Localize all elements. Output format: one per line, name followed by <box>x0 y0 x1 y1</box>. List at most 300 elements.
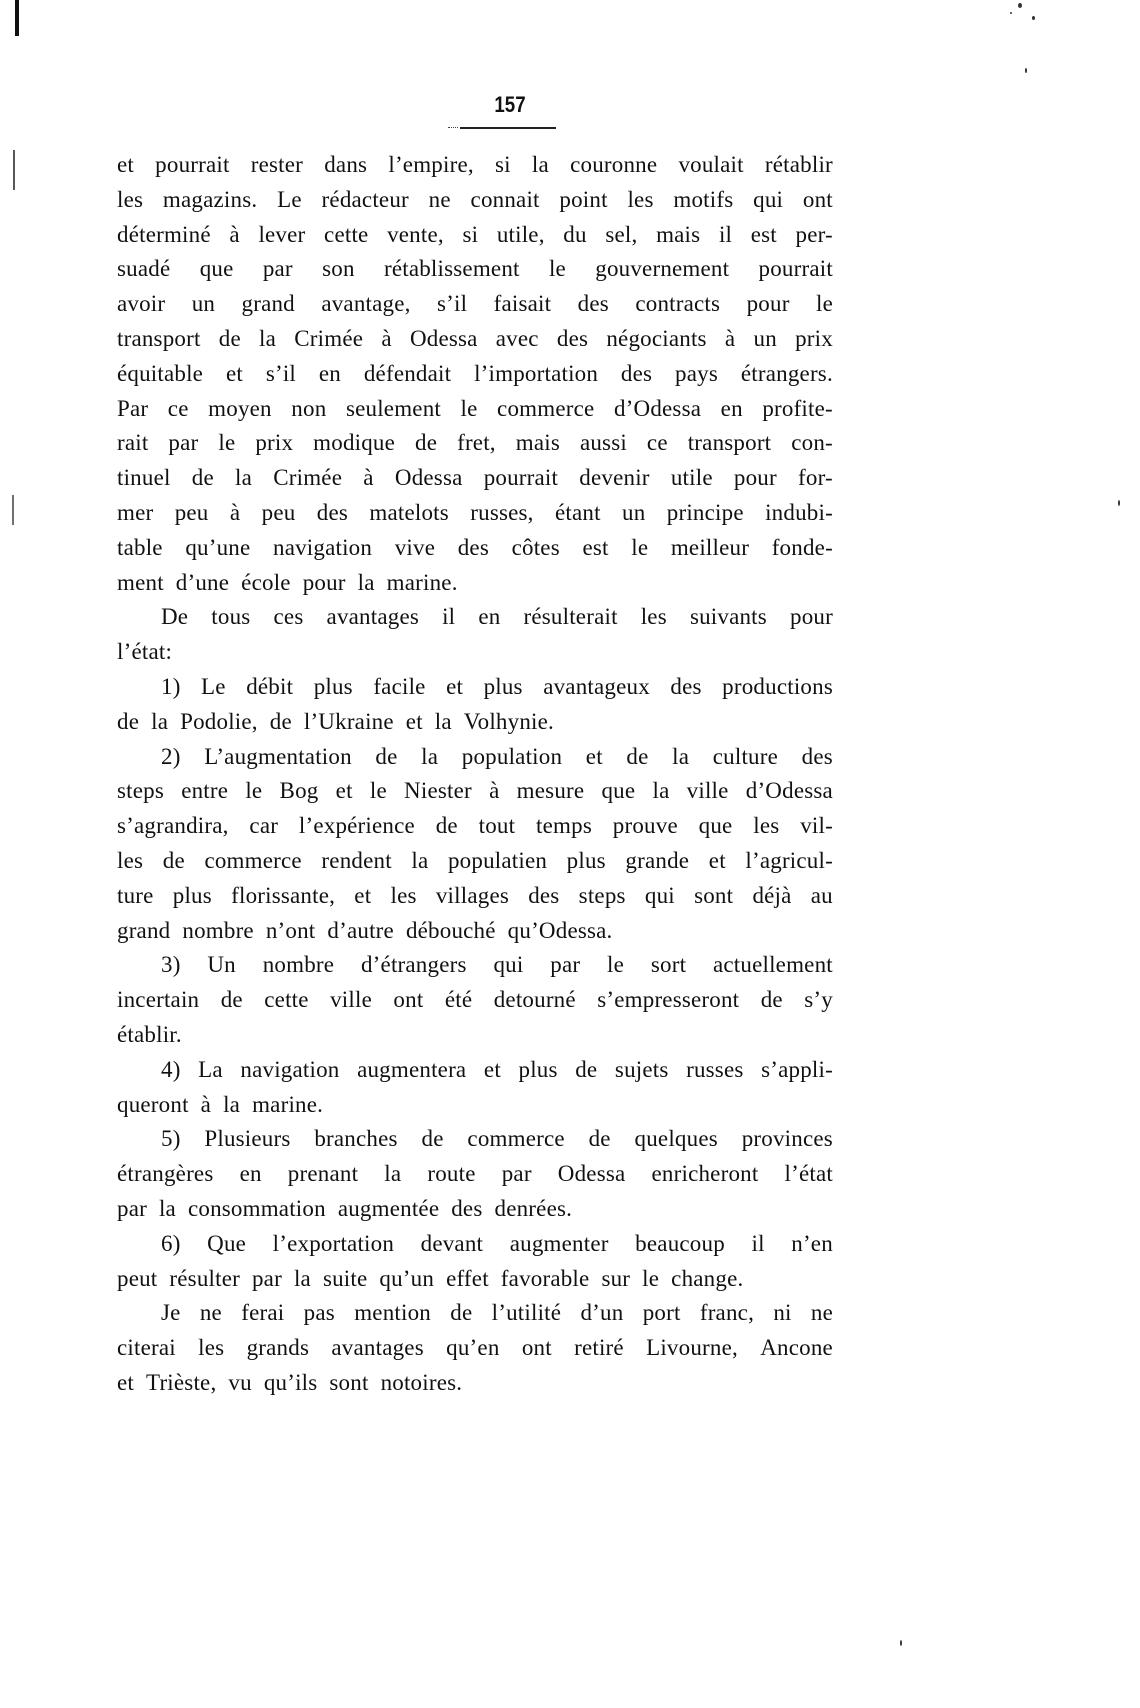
word: population <box>461 743 563 769</box>
word: qui <box>753 186 784 212</box>
word: sur <box>601 1265 631 1291</box>
word: un <box>753 325 777 351</box>
word: ont <box>802 186 833 212</box>
scan-speck <box>1010 12 1012 14</box>
word: con- <box>791 430 833 456</box>
page-number: 157 <box>494 92 526 117</box>
word: que <box>698 813 733 839</box>
word: des <box>620 360 653 386</box>
word: de <box>760 987 783 1013</box>
word: favorable <box>500 1265 590 1291</box>
word: Ancone <box>760 1335 833 1361</box>
word: point <box>559 186 608 212</box>
word: s’il <box>437 291 468 317</box>
word: grand <box>241 291 295 317</box>
word: augmentée <box>337 1195 440 1221</box>
word: par <box>168 430 199 456</box>
word: étant <box>554 499 601 525</box>
word: ce <box>646 430 668 456</box>
text-line <box>117 844 833 879</box>
word: s’empresseront <box>597 987 740 1013</box>
word: défendait <box>363 360 452 386</box>
word: Je <box>161 1300 181 1326</box>
scan-speck <box>1032 16 1035 20</box>
word: il <box>718 221 733 247</box>
word: les <box>753 813 780 839</box>
word: ne <box>428 186 451 212</box>
word: indubi- <box>765 499 833 525</box>
word: à <box>724 325 736 351</box>
scan-edge-mark-top <box>15 0 19 36</box>
word: sort <box>650 952 687 978</box>
word: aussi <box>579 430 627 456</box>
word: 1) <box>161 673 181 699</box>
word: branches <box>314 1126 398 1152</box>
word: les <box>627 186 654 212</box>
word: change. <box>671 1265 744 1291</box>
word: fret, <box>457 430 496 456</box>
text-line <box>117 566 833 601</box>
word: beaucoup <box>635 1230 725 1256</box>
word: et <box>335 778 353 804</box>
word: et <box>405 708 423 734</box>
word: Bog <box>279 778 319 804</box>
word: la <box>223 1091 241 1117</box>
word: mesure <box>516 778 585 804</box>
word: rester <box>250 152 304 177</box>
text-line <box>117 218 833 253</box>
word: établir. <box>117 1021 182 1047</box>
word: avoir <box>117 291 166 317</box>
word: des <box>670 673 702 699</box>
word: pour <box>746 291 790 317</box>
word: route <box>427 1161 476 1187</box>
word: ni <box>773 1300 792 1326</box>
text-line <box>117 148 833 183</box>
word: s’agrandira, <box>117 813 229 839</box>
word: l’état <box>784 1161 833 1187</box>
word: école <box>241 569 291 595</box>
word: denrées. <box>494 1195 573 1221</box>
word: cette <box>264 987 309 1013</box>
scan-speck <box>1118 500 1120 506</box>
word: les <box>390 882 417 908</box>
word: de <box>435 813 458 839</box>
word: transport <box>687 430 772 456</box>
word: devenir <box>579 465 650 491</box>
text-line <box>117 1053 833 1088</box>
word: à <box>229 221 240 247</box>
word: ne <box>199 1300 222 1326</box>
word: si <box>495 152 511 177</box>
word: la <box>293 1265 311 1291</box>
text-line <box>117 774 833 809</box>
word: De <box>161 604 189 630</box>
word: enricheront <box>651 1161 759 1187</box>
word: le <box>631 534 649 560</box>
text-line <box>117 357 833 392</box>
word: le <box>369 778 387 804</box>
word: magazins. <box>162 186 258 212</box>
word: que <box>199 256 234 282</box>
text-line <box>117 426 833 461</box>
word: suadé <box>117 256 171 282</box>
word: et <box>446 673 464 699</box>
word: qu’une <box>185 534 251 560</box>
word: le <box>642 1265 660 1291</box>
word: moyen <box>208 395 272 421</box>
word: ture <box>117 882 154 908</box>
word: Crimée <box>273 465 343 491</box>
text-line <box>117 1227 833 1262</box>
word: plus <box>172 882 212 908</box>
word: rétablissement <box>383 256 520 282</box>
word: peu <box>174 499 209 525</box>
word: par <box>501 1161 532 1187</box>
word: quelques <box>634 1126 718 1152</box>
word: mention <box>354 1300 431 1326</box>
word: augmenter <box>509 1230 609 1256</box>
scan-edge-mark-left <box>13 150 15 190</box>
word: des <box>556 325 589 351</box>
word: avantageux <box>543 673 650 699</box>
word: des <box>528 882 560 908</box>
word: étrangères <box>117 1161 214 1187</box>
word: provinces <box>741 1126 833 1152</box>
word: Le <box>201 673 226 699</box>
word: Podolie, <box>180 708 258 734</box>
word: meilleur <box>670 534 750 560</box>
word: russes <box>686 1056 744 1082</box>
word: qui <box>644 882 675 908</box>
word: mais <box>656 221 701 247</box>
word: ce <box>167 395 189 421</box>
word: commerce <box>467 1126 565 1152</box>
word: dans <box>324 152 368 177</box>
word: résulterait <box>523 604 618 630</box>
word: Trièste, <box>146 1369 217 1395</box>
word: voulait <box>678 152 744 177</box>
word: pas <box>303 1300 335 1326</box>
word: qu’ils <box>263 1369 318 1395</box>
word: la <box>421 743 439 769</box>
word: navigation <box>273 534 373 560</box>
word: cette <box>324 221 369 247</box>
word: Odessa <box>557 1161 626 1187</box>
word: été <box>444 987 473 1013</box>
word: productions <box>722 673 833 699</box>
word: prix <box>255 430 294 456</box>
word: la <box>158 1195 176 1221</box>
word: s’y <box>804 987 833 1013</box>
word: qu’un <box>379 1265 435 1291</box>
word: Volhynie. <box>463 708 554 734</box>
word: ferai <box>241 1300 285 1326</box>
word: port <box>642 1300 681 1326</box>
word: mer <box>117 499 154 525</box>
word: ville <box>686 778 729 804</box>
word: en <box>239 1161 262 1187</box>
word: du <box>563 221 587 247</box>
word: et <box>225 360 243 386</box>
word: les <box>198 1335 225 1361</box>
word: plus <box>313 673 353 699</box>
text-line <box>117 1296 833 1331</box>
word: ont <box>521 1335 552 1361</box>
word: temps <box>536 813 592 839</box>
word: son <box>322 256 355 282</box>
word: L’augmentation <box>204 743 352 769</box>
word: par <box>251 1265 282 1291</box>
word: Odessa <box>409 325 478 351</box>
word: prouve <box>612 813 678 839</box>
word: le <box>460 395 478 421</box>
word: s’il <box>265 360 297 386</box>
word: de <box>162 847 185 873</box>
word: suivants <box>689 604 767 630</box>
word: vu <box>228 1369 252 1395</box>
text-line <box>117 600 833 635</box>
word: couronne <box>570 152 658 177</box>
word: sont <box>329 1369 369 1395</box>
word: rédacteur <box>321 186 409 212</box>
word: l’utilité <box>491 1300 562 1326</box>
word: résulter <box>169 1265 240 1291</box>
word: des <box>457 534 489 560</box>
word: grand <box>117 917 171 943</box>
word: la <box>434 708 452 734</box>
word: 4) <box>161 1056 181 1082</box>
word: à <box>489 778 500 804</box>
word: pour <box>733 465 777 491</box>
word: Un <box>207 952 236 978</box>
text-line <box>117 740 833 775</box>
word: à <box>363 465 374 491</box>
word: ces <box>273 604 304 630</box>
word: est <box>750 221 777 247</box>
word: citerai <box>117 1335 176 1361</box>
word: à <box>381 325 392 351</box>
word: le <box>218 430 236 456</box>
word: Niester <box>404 778 472 804</box>
word: vente, <box>387 221 444 247</box>
word: consommation <box>187 1195 326 1221</box>
word: retiré <box>574 1335 624 1361</box>
word: n’en <box>791 1230 833 1256</box>
word: La <box>198 1056 223 1082</box>
word: des <box>577 291 609 317</box>
word: étrangers. <box>740 360 833 386</box>
word: la <box>531 152 549 177</box>
word: fonde- <box>771 534 833 560</box>
word: queront <box>117 1091 189 1117</box>
word: avantages <box>326 604 420 630</box>
word: par <box>262 256 293 282</box>
word: gouvernement <box>595 256 730 282</box>
word: par <box>550 952 581 978</box>
word: augmentera <box>357 1056 467 1082</box>
word: l’agricul- <box>745 847 833 873</box>
text-line <box>117 322 833 357</box>
word: en <box>720 395 743 421</box>
word: tout <box>478 813 516 839</box>
word: des <box>316 499 349 525</box>
word: en <box>318 360 341 386</box>
word: Odessa <box>394 465 463 491</box>
text-line <box>117 879 833 914</box>
word: de <box>415 430 438 456</box>
word: steps <box>117 778 164 804</box>
word: les <box>640 604 667 630</box>
word: débit <box>246 673 294 699</box>
word: Plusieurs <box>204 1126 291 1152</box>
word: il <box>442 604 456 630</box>
word: le <box>548 256 566 282</box>
word: par <box>117 1195 147 1221</box>
word: les <box>117 847 144 873</box>
word: la <box>672 743 690 769</box>
word: et <box>585 743 603 769</box>
text-line <box>117 1331 833 1366</box>
word: grande <box>625 847 690 873</box>
word: table <box>117 534 163 560</box>
word: lever <box>258 221 306 247</box>
word: contracts <box>635 291 721 317</box>
word: de <box>375 743 398 769</box>
word: villages <box>435 882 509 908</box>
text-line <box>117 705 833 740</box>
word: de <box>191 465 214 491</box>
word: vive <box>394 534 436 560</box>
word: d’Odessa <box>613 395 702 421</box>
word: au <box>810 882 833 908</box>
word: nombre <box>262 952 335 978</box>
word: transport <box>117 325 201 351</box>
text-line <box>117 635 833 670</box>
word: l’état: <box>117 639 173 665</box>
word: l’empire, <box>388 152 474 177</box>
text-line <box>117 983 833 1018</box>
word: qu’Odessa. <box>507 917 613 943</box>
word: sel, <box>605 221 638 247</box>
word: de <box>588 1126 611 1152</box>
word: que <box>601 778 636 804</box>
word: culture <box>712 743 779 769</box>
text-line <box>117 1088 833 1123</box>
text-line <box>117 531 833 566</box>
word: actuellement <box>712 952 833 978</box>
text-line <box>117 1262 833 1297</box>
word: Que <box>207 1230 247 1256</box>
word: à <box>229 499 241 525</box>
word: motifs <box>673 186 734 212</box>
word: marine. <box>252 1091 324 1117</box>
word: matelots <box>369 499 449 525</box>
word: s’appli- <box>761 1056 833 1082</box>
word: tinuel <box>117 465 171 491</box>
word: pays <box>675 360 719 386</box>
word: pourrait <box>483 465 559 491</box>
text-line <box>117 496 833 531</box>
word: navigation <box>240 1056 340 1082</box>
text-line <box>117 1192 833 1227</box>
word: pourrait <box>758 256 833 282</box>
word: steps <box>578 882 626 908</box>
word: de <box>218 325 241 351</box>
text-line <box>117 1018 833 1053</box>
word: prix <box>795 325 833 351</box>
word: il <box>751 1230 765 1256</box>
word: utile <box>670 465 713 491</box>
word: franc, <box>699 1300 755 1326</box>
word: et <box>483 1056 501 1082</box>
scan-edge-mark-left-2 <box>12 495 14 525</box>
word: peut <box>117 1265 158 1291</box>
word: vil- <box>800 813 833 839</box>
word: d’une <box>175 569 230 595</box>
word: déterminé <box>117 221 211 247</box>
word: sont <box>694 882 734 908</box>
word: 6) <box>161 1230 181 1256</box>
text-line <box>117 1157 833 1192</box>
word: rendent <box>321 847 392 873</box>
word: Le <box>277 186 302 212</box>
word: de <box>626 743 649 769</box>
word: l’Ukraine <box>303 708 394 734</box>
word: le <box>607 952 625 978</box>
word: commerce <box>204 847 302 873</box>
text-line <box>117 183 833 218</box>
word: facile <box>373 673 426 699</box>
word: non <box>291 395 327 421</box>
word: est <box>582 534 609 560</box>
word: n’ont <box>265 917 316 943</box>
text-line <box>117 914 833 949</box>
word: plus <box>566 847 606 873</box>
word: un <box>191 291 216 317</box>
word: la <box>235 465 253 491</box>
word: la <box>652 778 670 804</box>
word: et <box>708 847 726 873</box>
text-line <box>117 948 833 983</box>
word: suite <box>322 1265 368 1291</box>
word: pour <box>302 569 346 595</box>
word: le <box>816 291 833 317</box>
word: commerce <box>497 395 595 421</box>
word: sujets <box>614 1056 669 1082</box>
word: 2) <box>161 743 181 769</box>
word: ment <box>117 569 164 595</box>
word: de <box>220 987 243 1013</box>
text-line <box>117 670 833 705</box>
word: mais <box>515 430 560 456</box>
word: côtes <box>511 534 560 560</box>
word: en <box>478 604 501 630</box>
word: faisait <box>493 291 552 317</box>
word: de <box>575 1056 598 1082</box>
word: Crimée <box>294 325 364 351</box>
word: plus <box>483 673 523 699</box>
word: entre <box>181 778 229 804</box>
word: russes, <box>470 499 534 525</box>
word: seulement <box>345 395 441 421</box>
word: detourné <box>493 987 576 1013</box>
word: rait <box>117 430 149 456</box>
word: marine. <box>386 569 458 595</box>
word: principe <box>666 499 744 525</box>
text-line <box>117 287 833 322</box>
word: des <box>451 1195 483 1221</box>
